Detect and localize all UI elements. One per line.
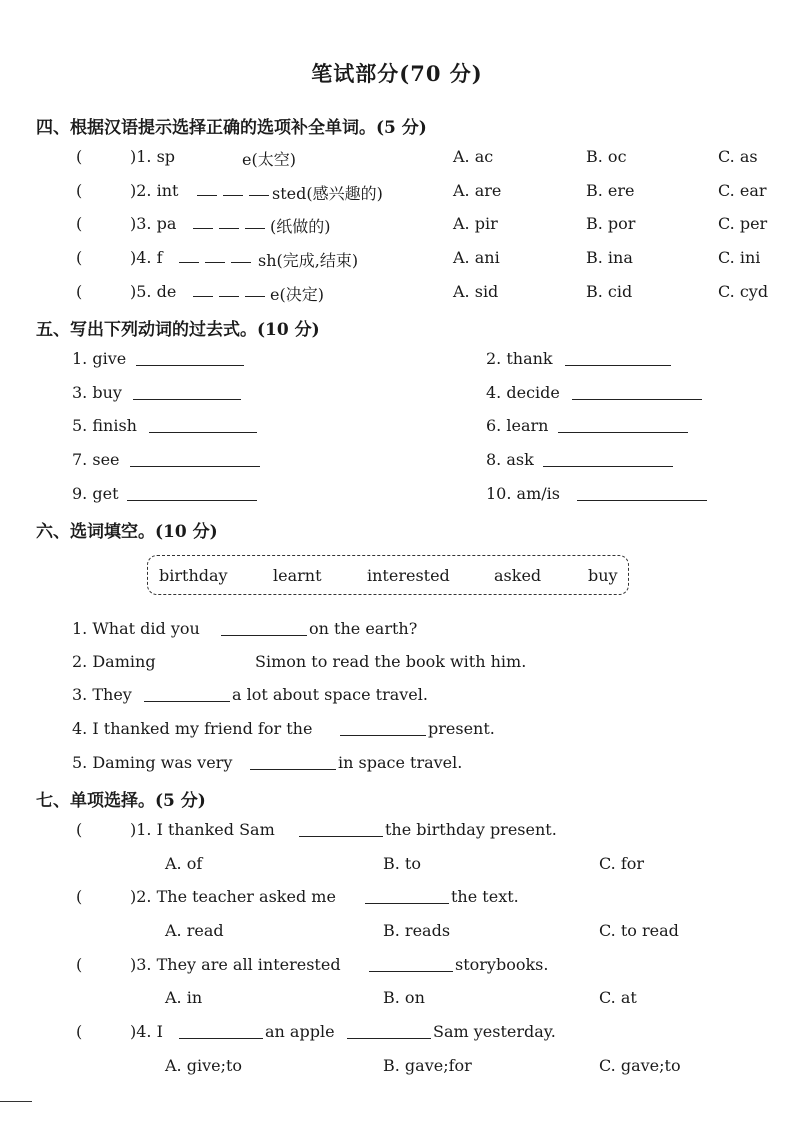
answer-blank[interactable] — [565, 351, 671, 366]
option-a[interactable]: A. pir — [453, 214, 498, 233]
verb-item: 7. see — [72, 450, 120, 469]
question-hint: (纸做的) — [270, 217, 331, 236]
answer-paren[interactable]: ( — [76, 887, 83, 906]
option-c[interactable]: C. for — [599, 854, 645, 873]
answer-blank[interactable] — [130, 452, 260, 467]
option-c[interactable]: C. gave;to — [599, 1056, 681, 1075]
answer-blank[interactable] — [369, 957, 453, 972]
verb-item: 10. am/is — [486, 484, 560, 503]
option-b[interactable]: B. gave;for — [383, 1056, 472, 1075]
answer-blank[interactable] — [577, 486, 707, 501]
option-b[interactable]: B. on — [383, 988, 425, 1007]
word-bank-item: birthday — [159, 566, 228, 585]
section-4-heading: 四、根据汉语提示选择正确的选项补全单词。(5 分) — [36, 118, 427, 138]
option-a[interactable]: A. in — [165, 988, 203, 1007]
answer-blank[interactable] — [572, 385, 702, 400]
verb-item: 9. get — [72, 484, 119, 503]
mc-question-text: the birthday present. — [385, 820, 557, 839]
answer-blank[interactable] — [149, 418, 257, 433]
fill-question-text: present. — [428, 719, 495, 738]
section-7-heading: 七、单项选择。(5 分) — [36, 791, 206, 811]
option-b[interactable]: B. ere — [586, 181, 635, 200]
answer-blank[interactable] — [167, 654, 251, 668]
word-bank-item: learnt — [273, 566, 322, 585]
word-bank-item: buy — [588, 566, 618, 585]
option-c[interactable]: C. ini — [718, 248, 761, 267]
fill-question-text: Simon to read the book with him. — [255, 652, 527, 671]
letter-blanks[interactable] — [190, 282, 268, 301]
answer-blank[interactable] — [144, 687, 230, 702]
answer-blank[interactable] — [127, 486, 257, 501]
answer-paren[interactable]: ( — [76, 181, 83, 200]
option-b[interactable]: B. reads — [383, 921, 451, 940]
question-hint: sted(感兴趣的) — [272, 184, 383, 203]
question-stem: )2. int — [130, 181, 179, 200]
fill-question-text: 5. Daming was very — [72, 753, 233, 772]
option-a[interactable]: A. ac — [453, 147, 494, 166]
option-c[interactable]: C. ear — [718, 181, 767, 200]
answer-blank[interactable] — [179, 1024, 263, 1039]
answer-paren[interactable]: ( — [76, 1022, 83, 1041]
answer-paren[interactable]: ( — [76, 820, 83, 839]
mc-question-text: storybooks. — [455, 955, 549, 974]
answer-paren[interactable]: ( — [76, 214, 83, 233]
option-c[interactable]: C. as — [718, 147, 758, 166]
answer-blank[interactable] — [347, 1024, 431, 1039]
mc-question-text: )4. I — [130, 1022, 163, 1041]
question-hint: sh(完成,结束) — [258, 251, 359, 270]
question-stem: )1. sp — [130, 147, 176, 166]
option-b[interactable]: B. ina — [586, 248, 633, 267]
answer-paren[interactable]: ( — [76, 248, 83, 267]
answer-blank[interactable] — [340, 721, 426, 736]
option-c[interactable]: C. to read — [599, 921, 679, 940]
answer-blank[interactable] — [543, 452, 673, 467]
question-hint: e(太空) — [242, 150, 296, 169]
option-c[interactable]: C. cyd — [718, 282, 769, 301]
answer-blank[interactable] — [133, 385, 241, 400]
page-title: 笔试部分(70 分) — [311, 61, 483, 86]
mc-question-text: )1. I thanked Sam — [130, 820, 275, 839]
word-bank-item: interested — [367, 566, 450, 585]
answer-blank[interactable] — [558, 418, 688, 433]
answer-blank[interactable] — [136, 351, 244, 366]
mc-question-text: )3. They are all interested — [130, 955, 341, 974]
option-b[interactable]: B. oc — [586, 147, 627, 166]
answer-paren[interactable]: ( — [76, 282, 83, 301]
question-stem: )4. f — [130, 248, 163, 267]
verb-item: 1. give — [72, 349, 127, 368]
answer-blank[interactable] — [221, 621, 307, 636]
answer-blank[interactable] — [365, 889, 449, 904]
verb-item: 5. finish — [72, 416, 137, 435]
answer-blank[interactable] — [250, 755, 336, 770]
option-c[interactable]: C. per — [718, 214, 768, 233]
letter-blanks[interactable] — [176, 248, 254, 267]
mc-question-text: an apple — [265, 1022, 335, 1041]
section-6-heading: 六、选词填空。(10 分) — [36, 522, 218, 542]
section-5-heading: 五、写出下列动词的过去式。(10 分) — [36, 320, 320, 340]
question-stem: )5. de — [130, 282, 177, 301]
fill-question-text: 4. I thanked my friend for the — [72, 719, 313, 738]
answer-blank[interactable] — [299, 822, 383, 837]
verb-item: 4. decide — [486, 383, 560, 402]
verb-item: 6. learn — [486, 416, 549, 435]
letter-blanks[interactable] — [194, 181, 272, 200]
fill-question-text: on the earth? — [309, 619, 418, 638]
letter-blanks[interactable] — [190, 214, 268, 233]
fill-question-text: a lot about space travel. — [232, 685, 428, 704]
option-a[interactable]: A. sid — [453, 282, 499, 301]
option-c[interactable]: C. at — [599, 988, 637, 1007]
option-b[interactable]: B. cid — [586, 282, 633, 301]
fill-question-text: 1. What did you — [72, 619, 200, 638]
option-a[interactable]: A. are — [453, 181, 502, 200]
mc-question-text: the text. — [451, 887, 519, 906]
word-bank-item: asked — [494, 566, 542, 585]
verb-item: 3. buy — [72, 383, 122, 402]
verb-item: 2. thank — [486, 349, 553, 368]
answer-paren[interactable]: ( — [76, 147, 83, 166]
verb-item: 8. ask — [486, 450, 534, 469]
answer-paren[interactable]: ( — [76, 955, 83, 974]
fill-question-text: 2. Daming — [72, 652, 156, 671]
mc-question-text: )2. The teacher asked me — [130, 887, 336, 906]
option-b[interactable]: B. por — [586, 214, 636, 233]
page-edge-rule — [0, 1101, 32, 1102]
mc-question-text: Sam yesterday. — [433, 1022, 556, 1041]
question-hint: e(决定) — [270, 285, 324, 304]
option-a[interactable]: A. of — [165, 854, 203, 873]
option-a[interactable]: A. give;to — [165, 1056, 243, 1075]
word-bank — [147, 555, 629, 595]
fill-question-text: in space travel. — [338, 753, 463, 772]
question-stem: )3. pa — [130, 214, 177, 233]
option-a[interactable]: A. ani — [453, 248, 500, 267]
fill-question-text: 3. They — [72, 685, 132, 704]
option-a[interactable]: A. read — [165, 921, 224, 940]
option-b[interactable]: B. to — [383, 854, 421, 873]
